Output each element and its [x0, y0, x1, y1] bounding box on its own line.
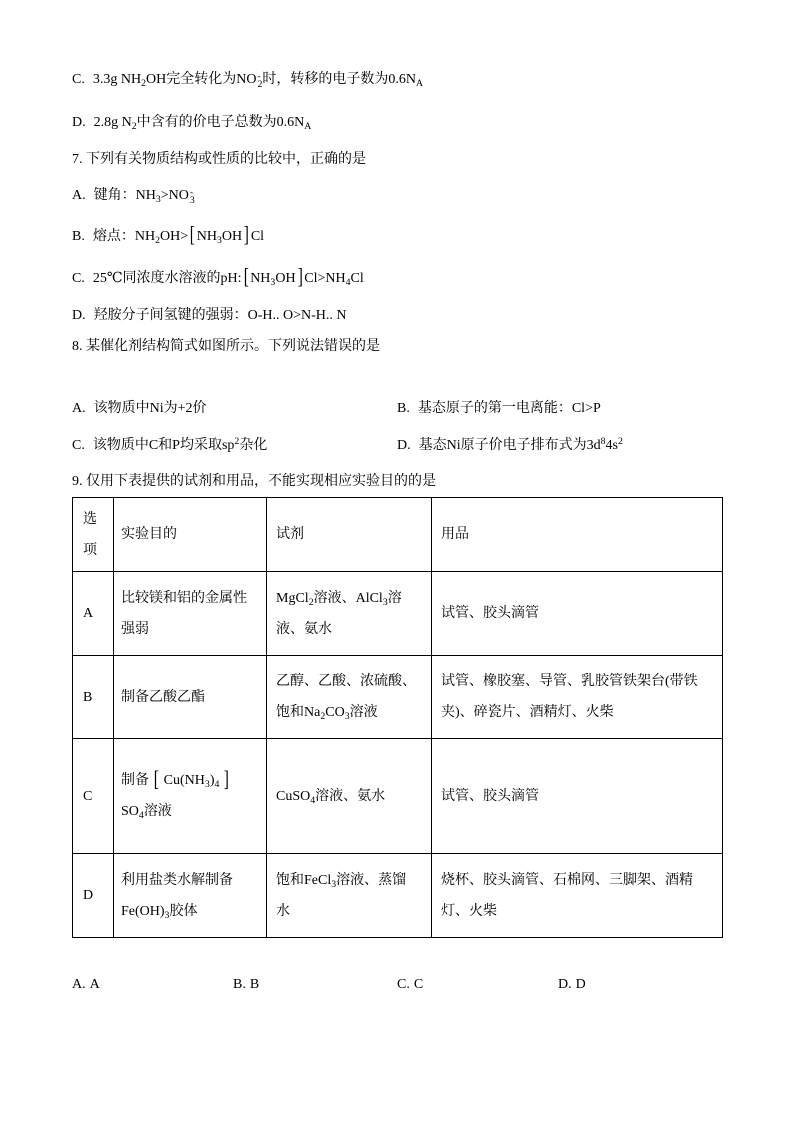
bracket: ]	[297, 266, 303, 290]
sub-sup-script	[257, 70, 263, 91]
subscript: 3	[204, 779, 210, 791]
q7-option-d	[72, 306, 347, 326]
q8-option-b	[397, 399, 601, 419]
header-supplies: 用品	[441, 527, 469, 542]
cell-supplies	[432, 656, 723, 739]
experiment-table	[72, 497, 723, 938]
row-supplies: 试管、橡胶塞、导管、乳胶管铁架台(带铁夹)、碎瓷片、酒精灯、火柴	[441, 674, 698, 720]
subscript: 4	[214, 779, 220, 791]
header-option: 选项	[83, 511, 97, 558]
table-row	[73, 739, 723, 854]
table-row	[73, 854, 723, 938]
option-text: 该物质中C和P均采取$sp^2$杂化	[92, 435, 268, 453]
q9-option-a	[72, 975, 100, 995]
bracket: ]	[243, 224, 250, 248]
subscript: 2	[320, 711, 326, 723]
table-head	[73, 498, 723, 572]
cell-reagents	[267, 656, 432, 739]
bracket: [	[153, 768, 159, 793]
subscript: 4	[345, 277, 351, 289]
cell-supplies	[432, 854, 723, 938]
row-supplies: 烧杯、胶头滴管、石棉网、三脚架、酒精灯、火柴	[441, 872, 693, 919]
subscript: 2	[257, 79, 263, 91]
q9-option-d	[558, 975, 586, 995]
superscript: 8	[600, 435, 606, 447]
option-label: D.	[72, 115, 86, 130]
row-option: B	[83, 689, 93, 705]
option-text: 熔点：$NH_2OH>$ [ $NH_3OH$ ] Cl	[93, 229, 264, 244]
q9-option-b	[233, 975, 259, 995]
superscript: -	[257, 70, 261, 82]
q8-option-c	[72, 436, 267, 456]
subscript: A	[415, 78, 424, 90]
cell-reagents	[267, 739, 432, 854]
cell-reagents	[267, 854, 432, 938]
cell-supplies	[432, 572, 723, 656]
row-supplies: 试管、胶头滴管	[441, 606, 539, 621]
option-text: A	[89, 977, 100, 992]
cell-option	[73, 854, 114, 938]
row-reagents: 饱和FeCl$_3$溶液、蒸馏水	[276, 872, 407, 919]
option-label: D.	[397, 438, 411, 453]
header-cell-option	[73, 498, 114, 572]
cell-supplies	[432, 739, 723, 854]
subscript: 3	[344, 711, 350, 723]
option-label: D.	[558, 977, 572, 992]
option-text: B	[249, 977, 260, 992]
row-option: D	[83, 888, 94, 903]
q9-stem: 9. 仅用下表提供的试剂和用品，不能实现相应实验目的的是	[72, 474, 436, 489]
header-cell-reagents	[267, 498, 432, 572]
q7-option-a	[72, 186, 195, 206]
row-purpose: 制备乙酸乙酯	[121, 689, 205, 705]
q8-option-a	[72, 399, 207, 419]
option-text: 25℃同浓度水溶液的pH: [ $NH_3OH$ ] $Cl>NH_4Cl$	[93, 271, 364, 286]
option-label: B.	[397, 401, 410, 416]
table-body	[73, 572, 723, 938]
cell-purpose	[114, 739, 267, 854]
row-purpose: 比较镁和铝的金属性强弱	[121, 590, 247, 637]
q7-stem: 7. 下列有关物质结构或性质的比较中，正确的是	[72, 152, 366, 167]
cell-option	[73, 572, 114, 656]
table-row	[73, 656, 723, 739]
row-supplies: 试管、胶头滴管	[441, 788, 539, 804]
option-label: A.	[72, 977, 86, 992]
row-purpose: 利用盐类水解制备$Fe(OH)_3$胶体	[121, 872, 233, 921]
option-text: 基态Ni原子价电子排布式为$3d^84s^2$	[418, 435, 623, 453]
subscript: 3	[382, 596, 388, 608]
q8-stem: 8. 某催化剂结构简式如图所示。下列说法错误的是	[72, 339, 380, 354]
subscript: 3	[331, 878, 337, 890]
option-label: C.	[397, 977, 410, 992]
row-option: C	[83, 788, 93, 804]
row-reagents: CuSO$_4$溶液、氨水	[276, 788, 386, 806]
subscript: 2	[155, 235, 160, 247]
q7-option-c	[72, 266, 364, 290]
option-label: A.	[72, 401, 86, 416]
subscript: 3	[270, 277, 276, 289]
option-label: D.	[72, 308, 86, 323]
q9-option-c	[397, 975, 423, 995]
table-header-row	[73, 498, 723, 572]
option-label: B.	[72, 229, 85, 244]
subscript: A	[304, 121, 312, 133]
option-text: D	[575, 977, 586, 992]
option-label: C.	[72, 271, 85, 286]
table-row	[73, 572, 723, 656]
superscript: 2	[234, 435, 240, 447]
subscript: 2	[308, 596, 314, 608]
subscript: 2	[141, 78, 146, 90]
row-purpose: 制备 [ $Cu(NH_3)_4$ ]$SO_4$溶液	[114, 765, 251, 827]
header-cell-purpose	[114, 498, 267, 572]
bracket: [	[243, 266, 249, 290]
option-text: 羟胺分子间氢键的强弱：O-H.. O>N-H.. N	[93, 308, 347, 323]
option-label: C.	[72, 72, 85, 87]
q7-option-b	[72, 224, 265, 248]
cell-option	[73, 739, 114, 854]
cell-purpose	[114, 656, 267, 739]
subscript: 4	[310, 794, 316, 806]
option-text: C	[413, 977, 424, 992]
q6-option-d	[72, 113, 311, 133]
header-reagents: 试剂	[276, 527, 304, 542]
cell-option	[73, 656, 114, 739]
header-cell-supplies	[432, 498, 723, 572]
bracket: ]	[224, 768, 230, 793]
superscript: -	[189, 186, 194, 198]
option-label: B.	[233, 977, 246, 992]
option-text: 该物质中Ni为+2价	[93, 401, 207, 416]
bracket: [	[189, 224, 196, 248]
subscript: 3	[164, 909, 170, 921]
subscript: 3	[217, 235, 222, 247]
option-text: 键角：$NH_3>NO$ - 3	[93, 186, 195, 207]
sub-sup-script	[189, 186, 195, 207]
subscript: 4	[138, 810, 144, 822]
option-text: 3.3g $NH_2OH$完全转化为NO - 2 时，转移的电子数为$0.6N_A$	[92, 70, 424, 91]
cell-purpose	[114, 572, 267, 656]
option-text: 基态原子的第一电离能：Cl>P	[417, 401, 601, 416]
row-reagents: 乙醇、乙酸、浓硫酸、饱和$Na_2CO_3$溶液	[276, 674, 416, 723]
option-text: 2.8g $N_2$中含有的价电子总数为$0.6N_A$	[93, 115, 312, 133]
q6-option-c	[72, 70, 423, 90]
subscript: 3	[155, 194, 161, 206]
subscript: 3	[189, 195, 195, 207]
option-label: A.	[72, 188, 86, 203]
row-option: A	[83, 606, 94, 621]
superscript: 2	[617, 435, 623, 447]
option-label: C.	[72, 438, 85, 453]
row-reagents: MgCl$_2$溶液、AlCl$_3$溶液、氨水	[276, 590, 402, 637]
cell-purpose	[114, 854, 267, 938]
cell-reagents	[267, 572, 432, 656]
subscript: 2	[131, 121, 137, 133]
header-purpose: 实验目的	[121, 527, 177, 542]
q8-option-d	[397, 436, 623, 456]
